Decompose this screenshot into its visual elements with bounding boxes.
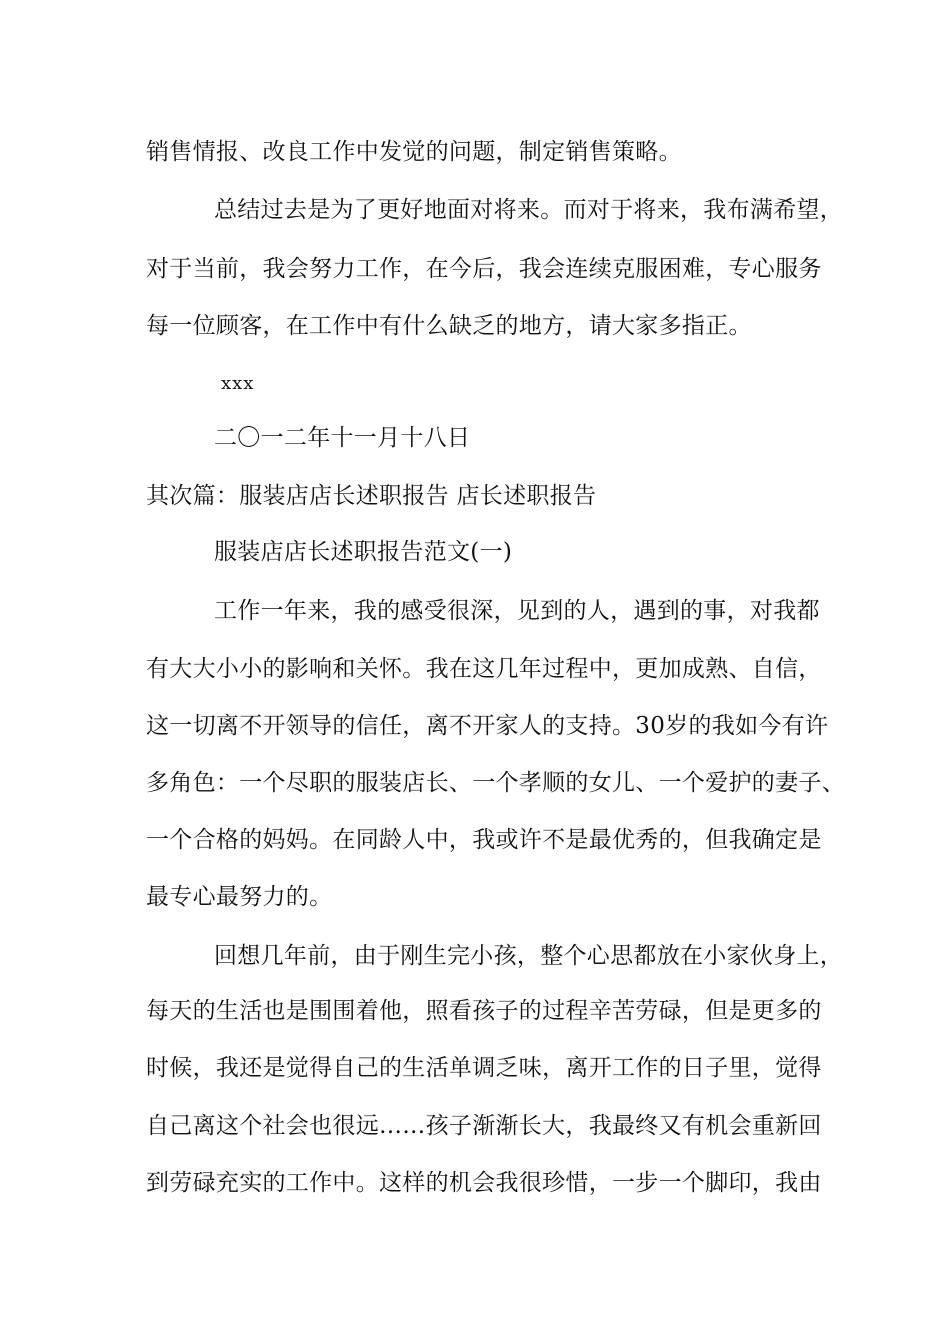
signature-name: xxx [221, 373, 255, 394]
paragraph-line: 时候，我还是觉得自己的生活单调乏味，离开工作的日子里，觉得 [146, 1055, 822, 1081]
paragraph-line: 销售情报、改良工作中发觉的问题，制定销售策略。 [146, 139, 682, 165]
paragraph-line: 自己离这个社会也很远……孩子渐渐长大，我最终又有机会重新回 [146, 1113, 822, 1139]
paragraph-line: 到劳碌充实的工作中。这样的机会我很珍惜，一步一个脚印，我由 [146, 1170, 822, 1196]
section-heading: 其次篇：服装店店长述职报告 店长述职报告 [146, 483, 597, 509]
paragraph-line: 总结过去是为了更好地面对将来。而对于将来，我布满希望， [214, 197, 844, 223]
signature-date: 二〇一二年十一月十八日 [214, 425, 471, 451]
paragraph-line: 工作一年来，我的感受很深，见到的人，遇到的事，对我都 [214, 598, 820, 624]
paragraph-line: 对于当前，我会努力工作，在今后，我会连续克服困难，专心服务 [146, 256, 822, 282]
paragraph-line: 每天的生活也是围围着他，照看孩子的过程辛苦劳碌，但是更多的 [146, 998, 822, 1024]
paragraph-line: 每一位顾客，在工作中有什么缺乏的地方，请大家多指正。 [146, 313, 752, 339]
paragraph-line: 有大大小小的影响和关怀。我在这几年过程中，更加成熟、自信， [146, 656, 822, 682]
paragraph-line: 回想几年前，由于刚生完小孩，整个心思都放在小家伙身上， [214, 943, 844, 969]
paragraph-line: 多角色：一个尽职的服装店长、一个孝顺的女儿、一个爱护的妻子、 [146, 770, 845, 796]
paragraph-line: 最专心最努力的。 [146, 884, 333, 910]
paragraph-line: 这一切离不开领导的信任，离不开家人的支持。30岁的我如今有许 [146, 713, 829, 739]
paragraph-line: 一个合格的妈妈。在同龄人中，我或许不是最优秀的，但我确定是 [146, 827, 822, 853]
subheading: 服装店店长述职报告范文(一) [214, 539, 513, 565]
